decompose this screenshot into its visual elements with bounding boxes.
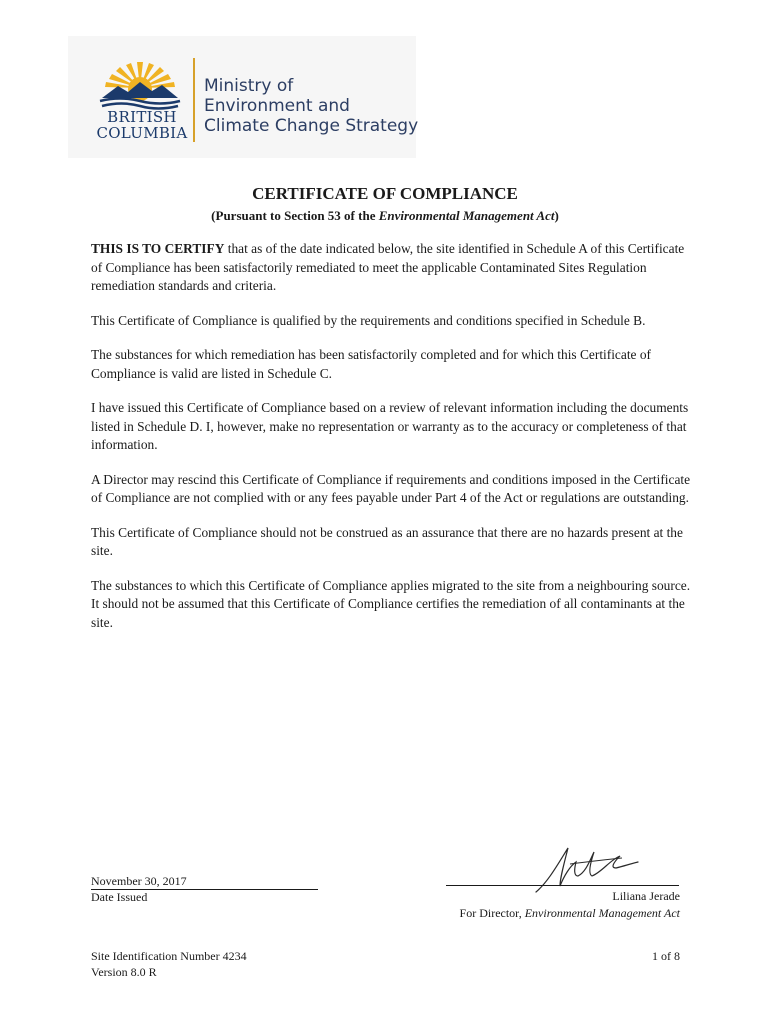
signer-title xyxy=(420,905,680,922)
signature-line xyxy=(446,885,679,886)
paragraph-certify xyxy=(91,240,691,296)
ministry-logo xyxy=(68,36,419,158)
british-columbia-wordmark xyxy=(86,109,198,141)
date-issued-value: November 30, 2017 xyxy=(91,874,318,890)
subtitle-prefix: (Pursuant to Section 53 of the xyxy=(211,208,379,223)
document-subtitle xyxy=(0,208,770,224)
signer-title-prefix: For Director, xyxy=(459,906,525,920)
paragraph-schedule-c: The substances for which remediation has been satisfactorily completed and for which this Certificate of Compliance is valid are listed in Schedule C. xyxy=(91,347,651,381)
paragraph-schedule-d: I have issued this Certificate of Compliance based on a review of relevant information including the documents listed in Schedule D. I, however, make no representation or warranty as to the accuracy or completeness of that information. xyxy=(91,400,689,452)
ministry-line-2: Environment and xyxy=(204,96,350,116)
paragraph-migration: The substances to which this Certificate of Compliance applies migrated to the site from a neighbouring source. It should not be assumed that this Certificate of Compliance certifies the remediation of all contaminants at the site. xyxy=(91,577,691,630)
logo-line-british: BRITISH xyxy=(107,108,177,126)
subtitle-act-name: Environmental Management Act xyxy=(378,208,555,223)
logo-line-columbia: COLUMBIA xyxy=(96,124,188,142)
date-issued-label: Date Issued xyxy=(91,890,148,904)
subtitle-suffix: ) xyxy=(554,208,559,223)
ministry-line-3: Climate Change Strategy xyxy=(204,116,419,136)
paragraph-schedule-b: This Certificate of Compliance is qualified by the requirements and conditions specified in Schedule B. xyxy=(91,312,646,328)
site-identification-number: Site Identification Number 4234 xyxy=(91,949,247,963)
ministry-line-1: Ministry of xyxy=(204,76,294,96)
page-number: 1 of 8 xyxy=(652,949,680,963)
paragraph-rescind: A Director may rescind this Certificate of Compliance if requirements and conditions imposed in the Certificate of Compliance are not complied with or any fees payable under Part 4 of the Act or regulations are outstanding. xyxy=(91,471,691,505)
bc-sun-mountains-emblem xyxy=(90,58,190,110)
logo-divider xyxy=(193,58,195,142)
signer-block xyxy=(420,888,680,922)
signer-name: Liliana Jerade xyxy=(612,889,680,903)
certificate-body xyxy=(91,240,691,648)
ministry-name xyxy=(204,76,418,136)
footer-left xyxy=(91,948,247,980)
certify-lead: THIS IS TO CERTIFY xyxy=(91,241,225,256)
certify-text: that as of the date indicated below, the site identified in Schedule A of this Certificate of Compliance has been satisfactorily remediated to meet the applicable Contaminated Sites Regulation remediation standards and criteria. xyxy=(91,241,685,293)
paragraph-hazards: This Certificate of Compliance should not be construed as an assurance that there are no hazards present at the site. xyxy=(91,524,683,558)
document-title: CERTIFICATE OF COMPLIANCE xyxy=(252,184,518,203)
date-issued-block xyxy=(91,874,318,905)
version-label: Version 8.0 R xyxy=(91,965,157,979)
signer-title-act: Environmental Management Act xyxy=(524,906,680,920)
